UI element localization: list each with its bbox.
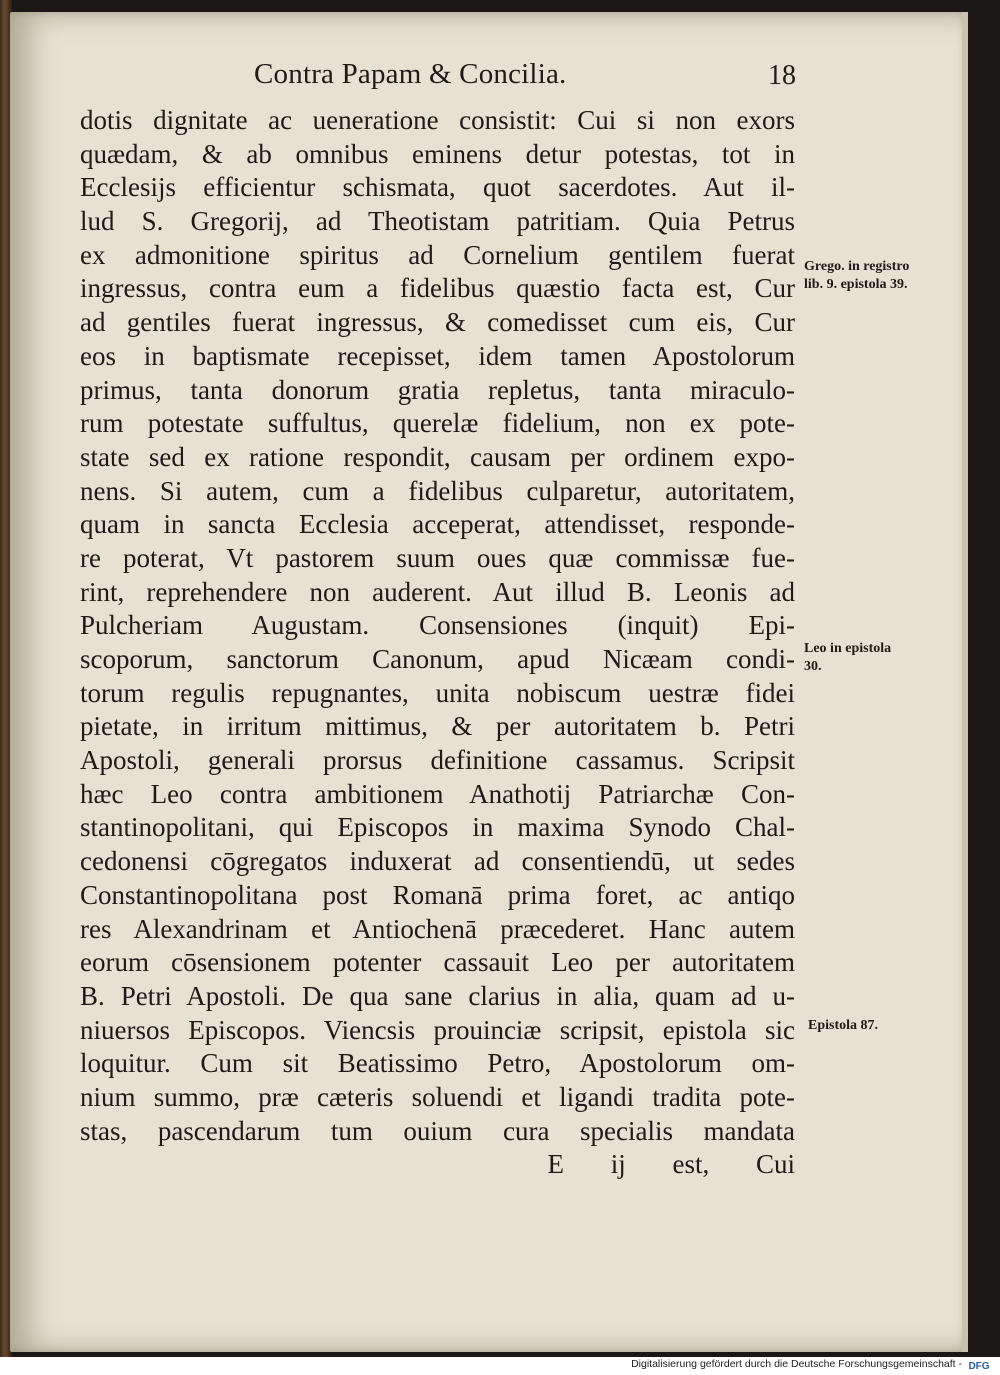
text-line: quam in sancta Ecclesia acceperat, attendisset, responde- [80, 509, 795, 540]
running-head: Contra Papam & Concilia. [254, 58, 567, 90]
text-line: niuersos Episcopos. Viencsis prouinciæ scripsit, epistola sic [80, 1014, 795, 1045]
text-line: ad gentiles fuerat ingressus, & comedisset cum eis, Cur [80, 307, 795, 338]
marginal-note-line: Epistola 87. [808, 1018, 879, 1033]
text-line: loquitur. Cum sit Beatissimo Petro, Apostolorum om- [80, 1048, 795, 1079]
text-line: stantinopolitani, qui Episcopos in maxima Synodo Chal- [80, 812, 795, 843]
text-line: nens. Si autem, cum a fidelibus culparetur, autoritatem, [80, 475, 795, 506]
text-line: ex admonitione spiritus ad Cornelium gentilem fuerat [80, 239, 795, 270]
footer-bar [0, 1357, 1000, 1375]
text-line: stas, pascendarum tum ouium cura specialis mandata [80, 1115, 795, 1146]
text-line: ingressus, contra eum a fidelibus quæstio facta est, Cur [80, 273, 795, 304]
text-line: eos in baptismate recepisset, idem tamen Apostolorum [80, 340, 795, 371]
text-line: lud S. Gregorij, ad Theotistam patritiam. Quia Petrus [80, 206, 795, 237]
marginal-note-line: 30. [804, 659, 822, 674]
body-text [80, 104, 795, 1182]
text-line: state sed ex ratione respondit, causam per ordinem expo- [80, 441, 795, 472]
catchword-line: E ij est, Cui [547, 1149, 795, 1180]
page-number: 18 [768, 60, 796, 91]
text-line: Pulcheriam Augustam. Consensiones (inquit) Epi- [80, 610, 795, 641]
text-line: cedonensi cōgregatos induxerat ad consentiendū, ut sedes [80, 846, 795, 877]
page-edge [962, 12, 968, 1352]
marginal-note-gregory [804, 258, 909, 294]
text-line: Apostoli, generali prorsus definitione cassamus. Scripsit [80, 745, 795, 776]
text-line: rum potestate suffultus, querelæ fidelium, non ex pote- [80, 408, 795, 439]
text-line: rint, reprehendere non auderent. Aut illud B. Leonis ad [80, 576, 795, 607]
text-line: primus, tanta donorum gratia repletus, tanta miraculo- [80, 374, 795, 405]
text-line: quædam, & ab omnibus eminens detur potestas, tot in [80, 138, 795, 169]
marginal-note-line: Grego. in registro [804, 259, 910, 274]
text-line: Constantinopolitana post Romanā prima foret, ac antiqo [80, 879, 795, 910]
text-line: Ecclesijs efficientur schismata, quot sacerdotes. Aut il- [80, 172, 795, 203]
text-line: B. Petri Apostoli. De qua sane clarius in alia, quam ad u- [80, 980, 795, 1011]
marginal-note-line: Leo in epistola [804, 641, 892, 656]
text-line: hæc Leo contra ambitionem Anathotij Patriarchæ Con- [80, 778, 795, 809]
text-line: re poterat, Vt pastorem suum oues quæ commissæ fue- [80, 542, 795, 573]
marginal-note-line: lib. 9. epistola 39. [804, 277, 908, 292]
text-line: nium summo, præ cæteris soluendi et ligandi tradita pote- [80, 1081, 795, 1112]
text-line: res Alexandrinam et Antiochenā præcederet. Hanc autem [80, 913, 795, 944]
text-line: torum regulis repugnantes, unita nobiscum uestræ fidei [80, 677, 795, 708]
marginal-note-epistola [808, 1017, 878, 1035]
dfg-logo-icon [966, 1359, 992, 1371]
text-line: scoporum, sanctorum Canonum, apud Nicæam condi- [80, 644, 795, 674]
dfg-logo-text: DFG [968, 1361, 990, 1371]
funding-notice: Digitalisierung gefördert durch die Deutsche Forschungsgemeinschaft - [631, 1358, 962, 1370]
marginal-note-leo [804, 640, 891, 676]
text-line: pietate, in irritum mittimus, & per autoritatem b. Petri [80, 711, 795, 742]
text-line: eorum cōsensionem potenter cassauit Leo per autoritatem [80, 947, 795, 978]
text-line: dotis dignitate ac ueneratione consistit: Cui si non exors [80, 105, 795, 135]
